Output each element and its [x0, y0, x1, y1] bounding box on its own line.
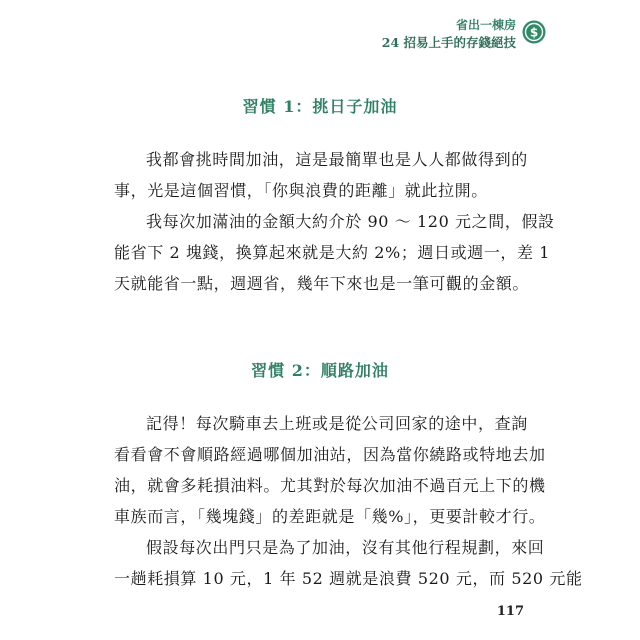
text-line: 我每次加滿油的金額大約介於 90 ～ 120 元之間，假設	[146, 212, 555, 231]
page-number: 117	[496, 604, 524, 619]
book-series-title: 省出一棟房	[455, 18, 516, 32]
text-line: 假設每次出門只是為了加油，沒有其他行程規劃，來回	[146, 538, 545, 557]
text-line: 天就能省一點，週週省，幾年下來也是一筆可觀的金額。	[114, 274, 530, 293]
paragraph	[114, 408, 546, 532]
section-heading-1: 習慣 1：挑日子加油	[242, 97, 398, 116]
svg-text:$: $	[529, 25, 539, 40]
paragraph	[114, 144, 526, 206]
text-line: 事，光是這個習慣，「你與浪費的距離」就此拉開。	[114, 181, 488, 200]
section-heading-2: 習慣 2：順路加油	[251, 361, 389, 380]
running-header	[382, 18, 516, 51]
paragraph	[114, 532, 583, 594]
text-line: 我都會挑時間加油，這是最簡單也是人人都做得到的	[146, 150, 528, 169]
text-line: 油，就會多耗損油料。尤其對於每次加油不過百元上下的機	[114, 476, 546, 495]
text-line: 看看會不會順路經過哪個加油站，因為當你繞路或特地去加	[114, 445, 546, 464]
text-line: 能省下 2 塊錢，換算起來就是大約 2%；週日或週一，差 1	[114, 243, 551, 262]
paragraph	[114, 206, 555, 299]
text-line: 車族而言，「幾塊錢」的差距就是「幾%」，更要計較才行。	[114, 507, 546, 526]
dollar-coin-icon	[522, 20, 546, 44]
book-title: 24 招易上手的存錢絕技	[381, 35, 516, 50]
text-line: 記得！每次騎車去上班或是從公司回家的途中，查詢	[146, 414, 528, 433]
text-line: 一趟耗損算 10 元，1 年 52 週就是浪費 520 元，而 520 元能	[114, 569, 583, 588]
